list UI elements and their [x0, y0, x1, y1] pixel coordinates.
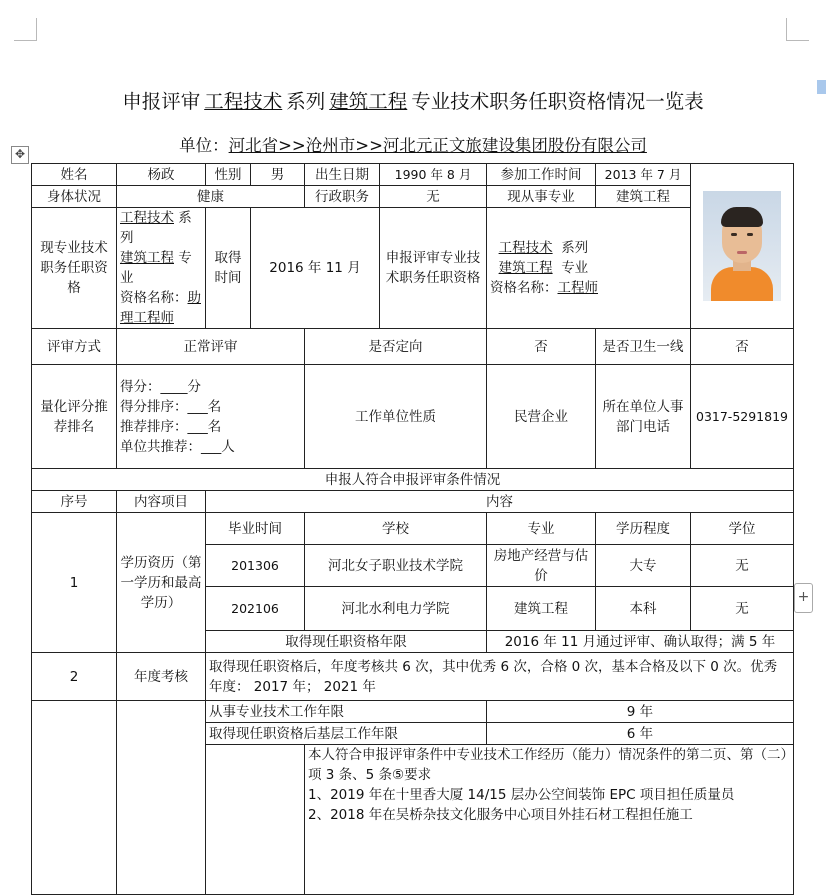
obtain-time: 2016 年 11 月 [251, 208, 380, 329]
gender-label: 性别 [206, 164, 251, 186]
table-row [32, 513, 794, 545]
applicant-photo [703, 191, 781, 301]
current-qual-major: 建筑工程 [120, 250, 174, 266]
title-series: 工程技术 [204, 90, 283, 113]
current-qual-name: 助理工程师 [120, 290, 201, 326]
edu-row1-school: 河北女子职业技术学院 [305, 545, 487, 587]
edu-header-degree: 学位 [691, 513, 794, 545]
score-rank-line: 得分排序：___名 [120, 398, 222, 415]
directed-value: 否 [487, 329, 596, 365]
apply-major-word: 专业 [561, 260, 589, 276]
experience-item-1: 1、2019 年在十里香大厦 14/15 层办公空间装饰 EPC 项目担任质量员 [308, 787, 735, 803]
edu-row2-degree: 无 [691, 587, 794, 631]
health-value: 健康 [117, 186, 305, 208]
apply-series: 工程技术 [498, 240, 553, 256]
edu-years-label: 取得现任职资格年限 [206, 631, 487, 653]
title-suffix: 专业技术职务任职资格情况一览表 [411, 90, 704, 113]
directed-label: 是否定向 [305, 329, 487, 365]
admin-label: 行政职务 [305, 186, 380, 208]
table-row [32, 365, 794, 469]
table-row [32, 329, 794, 365]
qual-name-label: 资格名称： [120, 290, 188, 306]
grassroots-years-value: 6 年 [487, 723, 794, 745]
unit-nature-label: 工作单位性质 [305, 365, 487, 469]
birth-label: 出生日期 [305, 164, 380, 186]
apply-name-label: 资格名称： [490, 280, 558, 296]
review-method-label: 评审方式 [32, 329, 117, 365]
edu-header-time: 毕业时间 [206, 513, 305, 545]
table-row [32, 653, 794, 701]
experience-years-label: 从事专业技术工作年限 [206, 701, 487, 723]
hr-phone-value: 0317-5291819 [691, 365, 794, 469]
assessment-no: 2 [32, 653, 117, 701]
col-content-header: 内容 [206, 491, 794, 513]
current-major-value: 建筑工程 [596, 186, 691, 208]
edu-row2-time: 202106 [206, 587, 305, 631]
apply-name: 工程师 [557, 280, 598, 296]
recommend-rank-line: 推荐排序：___名 [120, 418, 222, 435]
ranking-label: 量化评分推荐排名 [32, 365, 117, 469]
obtain-label: 取得时间 [206, 208, 251, 329]
unit-total-line: 单位共推荐：___人 [120, 438, 235, 455]
experience-item [117, 701, 206, 895]
current-qualification-value [117, 208, 206, 329]
assessment-text: 取得现任职资格后，年度考核共 6 次，其中优秀 6 次，合格 0 次，基本合格及以下 0 次。优秀年度： 2017 年； 2021 年 [206, 653, 794, 701]
page-corner-mark-left [14, 18, 37, 41]
table-row [32, 491, 794, 513]
conditions-section-title: 申报人符合申报评审条件情况 [32, 469, 794, 491]
table-row [32, 469, 794, 491]
work-start-label: 参加工作时间 [487, 164, 596, 186]
unit-nature-value: 民营企业 [487, 365, 596, 469]
apply-qualification-value [487, 208, 691, 329]
edu-row1-level: 大专 [596, 545, 691, 587]
edu-row1-major: 房地产经营与估价 [487, 545, 596, 587]
edu-header-school: 学校 [305, 513, 487, 545]
experience-years-value: 9 年 [487, 701, 794, 723]
edu-row2-major: 建筑工程 [487, 587, 596, 631]
name-label: 姓名 [32, 164, 117, 186]
edu-row1-time: 201306 [206, 545, 305, 587]
title-prefix: 申报评审 [122, 90, 201, 113]
series-word: 系列 [120, 210, 192, 246]
grassroots-years-label: 取得现任职资格后基层工作年限 [206, 723, 487, 745]
table-row [32, 164, 794, 186]
experience-details [305, 745, 794, 895]
add-row-icon[interactable]: + [794, 583, 813, 613]
table-move-handle-icon[interactable]: ✥ [11, 146, 29, 164]
hr-phone-label: 所在单位人事部门电话 [596, 365, 691, 469]
table-row [32, 186, 794, 208]
table-row [32, 701, 794, 723]
unit-label: 单位： [179, 136, 229, 155]
page-corner-mark-right [786, 18, 809, 41]
admin-value: 无 [380, 186, 487, 208]
review-method-value: 正常评审 [117, 329, 305, 365]
edu-row2-school: 河北水利电力学院 [305, 587, 487, 631]
edu-header-major: 专业 [487, 513, 596, 545]
qualification-table [31, 163, 794, 895]
ranking-values [117, 365, 305, 469]
current-qualification-label: 现专业技术职务任职资格 [32, 208, 117, 329]
experience-item-2: 2、2018 年在吴桥杂技文化服务中心项目外挂石材工程担任施工 [308, 807, 693, 823]
unit-value: 河北省>>沧州市>>河北元正文旅建设集团股份有限公司 [228, 136, 647, 155]
col-item-header: 内容项目 [117, 491, 206, 513]
col-no-header: 序号 [32, 491, 117, 513]
table-row [32, 208, 794, 329]
unit-line [0, 132, 826, 156]
apply-major: 建筑工程 [498, 260, 553, 276]
title-series-word: 系列 [286, 90, 326, 113]
edu-row2-level: 本科 [596, 587, 691, 631]
experience-no [32, 701, 117, 895]
gender-value: 男 [251, 164, 305, 186]
name-value: 杨政 [117, 164, 206, 186]
education-no: 1 [32, 513, 117, 653]
assessment-item: 年度考核 [117, 653, 206, 701]
title-major: 建筑工程 [329, 90, 408, 113]
edu-header-level: 学历程度 [596, 513, 691, 545]
experience-blank [206, 745, 305, 895]
document-title [0, 86, 826, 114]
major-word: 专业 [120, 250, 192, 286]
frontline-label: 是否卫生一线 [596, 329, 691, 365]
health-label: 身体状况 [32, 186, 117, 208]
current-series: 工程技术 [120, 210, 174, 226]
education-item: 学历资历（第一学历和最高学历） [117, 513, 206, 653]
score-line: 得分：____分 [120, 378, 201, 395]
current-major-label: 现从事专业 [487, 186, 596, 208]
birth-value: 1990 年 8 月 [380, 164, 487, 186]
edu-row1-degree: 无 [691, 545, 794, 587]
frontline-value: 否 [691, 329, 794, 365]
apply-series-word: 系列 [561, 240, 589, 256]
photo-cell [691, 164, 794, 329]
edu-years-value: 2016 年 11 月通过评审、确认取得；满 5 年 [487, 631, 794, 653]
apply-qualification-label: 申报评审专业技术职务任职资格 [380, 208, 487, 329]
experience-desc: 本人符合申报评审条件中专业技术工作经历（能力）情况条件的第二页、第（二）项 3 条、5 条⑤要求 [308, 747, 788, 783]
work-start-value: 2013 年 7 月 [596, 164, 691, 186]
